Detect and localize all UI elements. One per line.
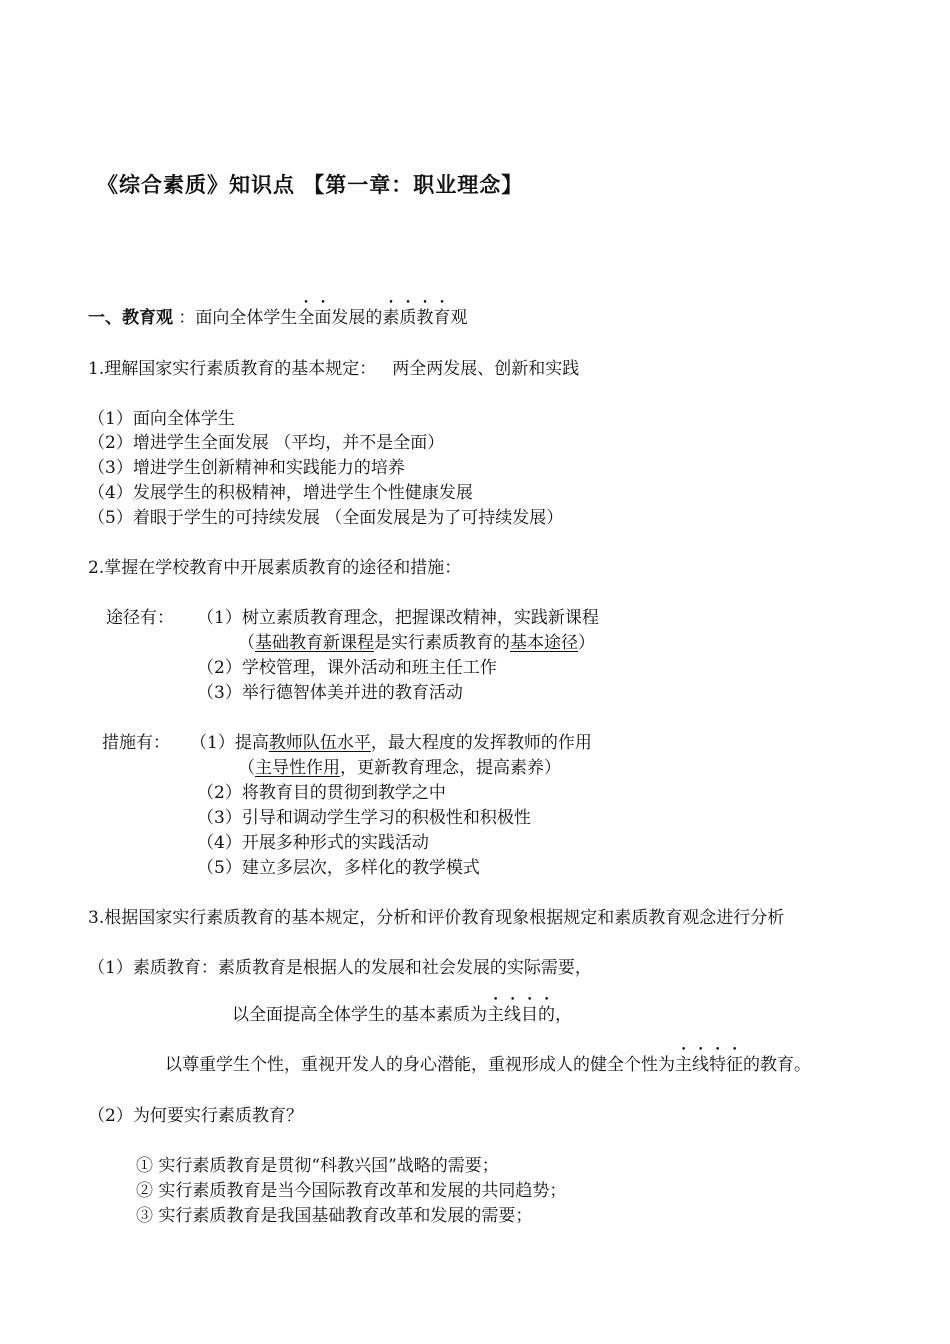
list-item: （1）树立素质教育理念，把握课改精神，实践新课程 (197, 608, 599, 628)
ways-label: 途径有： (106, 608, 174, 628)
reason-item: ② 实行素质教育是当今国际教育改革和发展的共同趋势； (136, 1181, 567, 1201)
section-heading-education-view (88, 298, 467, 329)
list-item: （4）开展多种形式的实践活动 (197, 833, 429, 853)
question-heading: （2）为何要实行素质教育？ (88, 1106, 303, 1126)
list-item: （4）发展学生的积极精神，增进学生个性健康发展 (88, 483, 473, 503)
note-text: ） (578, 633, 595, 653)
reason-item: ① 实行素质教育是贯彻“科教兴国”战略的需要； (136, 1156, 499, 1176)
emphasized-text: 主线目的 (487, 1005, 555, 1025)
definition-text: 以全面提高全体学生的基本素质为 (232, 1005, 487, 1025)
definition-text: ， (555, 1005, 572, 1025)
section-text: 面向全体学生 (195, 308, 298, 328)
list-item: （1）面向全体学生 (88, 409, 235, 429)
point-2-heading: 2.掌握在学校教育中开展素质教育的途径和措施： (88, 558, 462, 578)
definition-text: 的教育。 (743, 1055, 811, 1075)
list-item-note (238, 757, 561, 779)
page-title: 《综合素质》知识点 【第一章：职业理念】 (97, 173, 524, 197)
list-item: （5）建立多层次，多样化的教学模式 (197, 858, 480, 878)
emphasized-text: 主线特征 (675, 1055, 743, 1075)
emphasized-text: 全面 (297, 308, 332, 328)
section-text: 发展的 (331, 308, 383, 328)
list-item: （2）学校管理，课外活动和班主任工作 (197, 658, 497, 678)
definition-line (232, 995, 572, 1026)
note-text: ，更新教育理念，提高素养） (340, 758, 561, 778)
definition-line (165, 1045, 811, 1076)
list-item-note (238, 632, 595, 654)
item-text: （1）提高 (190, 733, 269, 753)
section-separator: ： (173, 308, 196, 328)
point-3-heading: 3.根据国家实行素质教育的基本规定，分析和评价教育现象根据规定和素质教育观念进行分析 (88, 908, 785, 928)
list-item: （2）将教育目的贯彻到教学之中 (197, 783, 446, 803)
list-item (190, 732, 592, 754)
underlined-text: 主导性作用 (255, 758, 340, 778)
definition-text: 以尊重学生个性，重视开发人的身心潜能，重视形成人的健全个性为 (165, 1055, 675, 1075)
measures-label: 措施有： (102, 733, 170, 753)
underlined-text: 教师队伍水平 (268, 733, 371, 753)
section-text: 观 (450, 308, 468, 328)
point-1-title: 1.理解国家实行素质教育的基本规定： (88, 359, 377, 379)
emphasized-text: 素质教育 (382, 308, 451, 328)
note-text: 是实行素质教育的 (374, 633, 510, 653)
item-text: ，最大程度的发挥教师的作用 (370, 733, 592, 753)
note-text: （ (238, 633, 255, 653)
list-item: （3）引导和调动学生学习的积极性和积极性 (197, 808, 531, 828)
underlined-text: 基本途径 (510, 633, 578, 653)
list-item: （3）举行德智体美并进的教育活动 (197, 683, 463, 703)
reason-item: ③ 实行素质教育是我国基础教育改革和发展的需要； (136, 1206, 533, 1226)
note-text: （ (238, 758, 255, 778)
point-1-heading (88, 358, 579, 380)
list-item: （2）增进学生全面发展 （平均，并不是全面） (88, 433, 445, 453)
section-label: 一、教育观 (88, 308, 173, 328)
underlined-text: 基础教育新课程 (255, 633, 374, 653)
point-1-summary: 两全两发展、创新和实践 (392, 359, 580, 379)
list-item: （3）增进学生创新精神和实践能力的培养 (88, 458, 405, 478)
definition-line: （1）素质教育：素质教育是根据人的发展和社会发展的实际需要， (88, 958, 592, 978)
list-item: （5）着眼于学生的可持续发展 （全面发展是为了可持续发展） (88, 508, 564, 528)
